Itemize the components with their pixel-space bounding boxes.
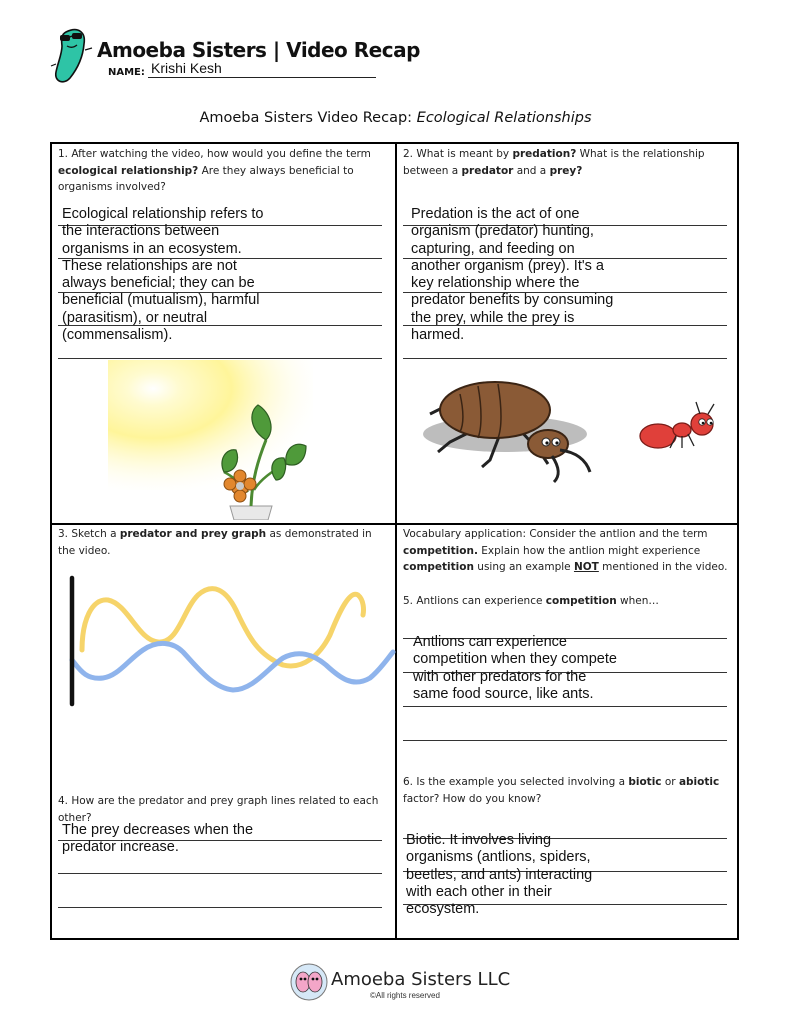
q4-prompt: 4. How are the predator and prey graph lines related to each other? xyxy=(58,795,379,824)
q5-answer-line: Antlions can experience xyxy=(413,634,567,650)
grid-vertical-divider xyxy=(395,142,397,940)
worksheet-title xyxy=(0,110,791,126)
q1-answer-line: Ecological relationship refers to xyxy=(62,206,264,222)
q1-answer-line: beneficial (mutualism), harmful xyxy=(62,292,260,309)
q6-answer[interactable] xyxy=(406,832,731,918)
footer-company: Amoeba Sisters LLC xyxy=(331,969,511,990)
q1-answer-line: organisms in an ecosystem. xyxy=(62,240,242,257)
name-label: NAME: xyxy=(108,67,145,78)
amoeba-sisters-footer-logo xyxy=(290,963,328,1001)
q1-prompt: 1. After watching the video, how would you define the term ecological relationship? Are they always beneficial to organisms involved? xyxy=(58,148,371,193)
q6-prompt: 6. Is the example you selected involving a biotic or abiotic factor? How do you know? xyxy=(403,776,720,805)
worksheet-title-plain: Amoeba Sisters Video Recap: xyxy=(199,110,417,126)
q4-answer[interactable] xyxy=(62,822,382,857)
q2-answer-line: key relationship where the xyxy=(411,275,580,292)
name-field[interactable]: Krishi Kesh xyxy=(151,60,222,76)
q2-answer-line: capturing, and feeding on xyxy=(411,240,575,257)
antlion-and-ant-illustration xyxy=(420,372,730,487)
worksheet-title-topic: Ecological Relationships xyxy=(416,110,592,126)
footer-rights: ©All rights reserved xyxy=(370,991,440,1000)
q1-answer-line: always beneficial; they can be xyxy=(62,275,255,292)
q2-answer-line: harmed. xyxy=(411,327,465,344)
q6-answer-line: Biotic. It involves living xyxy=(406,832,552,848)
q3-prompt: 3. Sketch a predator and prey graph as demonstrated in the video. xyxy=(58,528,372,557)
q1-answer-line: (commensalism). xyxy=(62,327,173,344)
q2-answer-line: predator benefits by consuming xyxy=(411,292,614,309)
q5-answer-line: with other predators for the xyxy=(413,668,587,685)
q5-answer-line: same food source, like ants. xyxy=(413,685,594,702)
q5-prompt: 5. Antlions can experience competition when… xyxy=(403,595,659,607)
q1-answer[interactable] xyxy=(62,206,382,344)
q6-answer-line: organisms (antlions, spiders, xyxy=(406,849,591,866)
q6-answer-line: ecosystem. xyxy=(406,901,480,918)
grid-horizontal-divider xyxy=(50,523,739,525)
q2-prompt: 2. What is meant by predation? What is the relationship between a predator and a prey? xyxy=(403,148,705,177)
q4-answer-line: predator increase. xyxy=(62,839,179,856)
vocab-prompt: Vocabulary application: Consider the antlion and the term competition. Explain how the antlion might experience competition using an example NOT mentioned in the video. xyxy=(403,528,728,573)
q2-answer-line: another organism (prey). It's a xyxy=(411,257,604,274)
q2-answer-line: the prey, while the prey is xyxy=(411,309,575,326)
q2-answer[interactable] xyxy=(411,206,731,344)
q1-answer-line: (parasitism), or neutral xyxy=(62,309,208,326)
predator-curve xyxy=(82,589,363,666)
q6-answer-line: with each other in their xyxy=(406,883,552,900)
amoeba-mascot-logo xyxy=(50,22,98,88)
sun-and-plant-illustration xyxy=(108,360,313,520)
q2-answer-line: organism (predator) hunting, xyxy=(411,223,594,240)
q6-answer-line: beetles, and ants) interacting xyxy=(406,866,593,883)
q1-answer-line: These relationships are not xyxy=(62,257,237,274)
name-underline xyxy=(148,77,376,78)
q4-answer-line: The prey decreases when the xyxy=(62,822,254,838)
q2-answer-line: Predation is the act of one xyxy=(411,206,580,222)
q5-answer[interactable] xyxy=(413,634,733,703)
q1-answer-line: the interactions between xyxy=(62,223,220,240)
predator-prey-sketch[interactable] xyxy=(58,570,396,710)
q5-answer-line: competition when they compete xyxy=(413,651,617,668)
prey-curve xyxy=(72,643,393,690)
brand-title: Amoeba Sisters | Video Recap xyxy=(97,38,420,62)
